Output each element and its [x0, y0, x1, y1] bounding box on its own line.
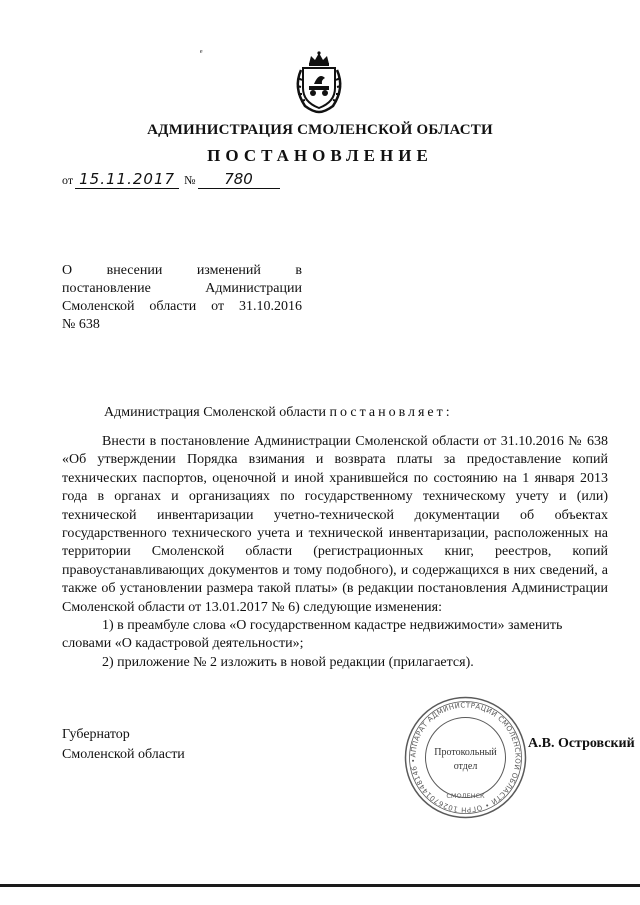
subject-line: № 638 — [62, 317, 100, 332]
page-bottom-rule — [0, 884, 640, 887]
seal-ring-text: АППАРАТ АДМИНИСТРАЦИИ СМОЛЕНСКОЙ ОБЛАСТИ • ОГРН 1026701448146 • — [409, 701, 522, 814]
signatory-title — [62, 725, 185, 765]
body-item-1: 1) в преамбуле слова «О государственном кадастре недвижимости» заменить — [102, 618, 563, 634]
official-seal-stamp — [403, 695, 528, 820]
subject-line: постановление Администрации — [62, 281, 302, 296]
signatory-name: А.В. Островский — [528, 736, 635, 751]
document-date: 15.11.2017 — [75, 170, 179, 189]
signatory-title-line: Смоленской области — [62, 747, 185, 762]
signatory-title-line: Губернатор — [62, 727, 130, 742]
body-paragraph: Внести в постановление Администрации Смоленской области от 31.10.2016 № 638 «Об утверждении Порядка взимания и возврата платы за предоставление копий технических паспортов, оценочной и иной хранившейся по состоянию на 1 января 2013 года в органах и организациях по государственному техническому учету и (или) технической инвентаризации учетно-технической документации об объектах государственного технического учета и технической инвентаризации, расположенных на территории Смоленской области (регистрационных книг, реестров, копий правоустанавливающих документов и тому подобного), и содержащихся в них сведений, а также об установлении размера такой платы» (в редакции постановления Администрации Смоленской области от 13.01.2017 № 6) следующие изменения: — [62, 434, 608, 615]
decree-line — [104, 405, 453, 421]
body-item-2: 2) приложение № 2 изложить в новой редакции (прилагается). — [102, 654, 474, 670]
document-body — [62, 433, 608, 672]
number-label: № — [184, 173, 196, 187]
date-number-line — [62, 170, 282, 189]
document-number: 780 — [198, 170, 280, 189]
seal-bottom-text: СМОЛЕНСК — [446, 792, 485, 800]
document-subject — [62, 262, 302, 334]
seal-center-text: Протокольный — [434, 747, 497, 758]
subject-line: Смоленской области от 31.10.2016 — [62, 299, 302, 314]
scan-mark: ₑ — [200, 44, 203, 55]
decree-lead: Администрация Смоленской области — [104, 405, 327, 420]
coat-of-arms-emblem — [291, 50, 347, 114]
organization-name: АДМИНИСТРАЦИЯ СМОЛЕНСКОЙ ОБЛАСТИ — [147, 122, 493, 138]
subject-line: О внесении изменений в — [62, 263, 302, 278]
seal-center-text: отдел — [453, 761, 478, 772]
date-label: от — [62, 173, 74, 187]
body-item-1-continued: словами «О кадастровой деятельности»; — [62, 636, 304, 652]
decree-verb: постановляет: — [329, 405, 453, 420]
document-type: ПОСТАНОВЛЕНИЕ — [207, 146, 433, 165]
